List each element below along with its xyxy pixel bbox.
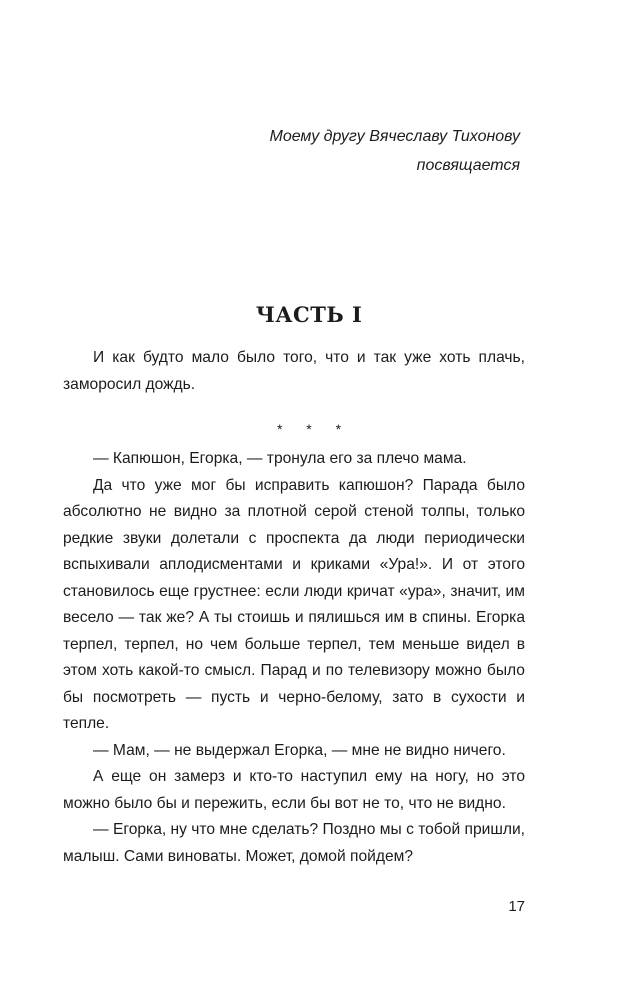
paragraph: — Мам, — не выдержал Егорка, — мне не видно ничего.	[93, 741, 506, 759]
paragraph: — Егорка, ну что мне сделать? Поздно мы с тобой пришли, малыш. Сами виноваты. Может, домой пойдем?	[63, 821, 525, 865]
opening-text	[63, 345, 525, 398]
dedication-line-1: Моему другу Вячеславу Тихонову	[269, 128, 520, 145]
page-number: 17	[508, 898, 525, 915]
paragraph: — Капюшон, Егорка, — тронула его за плечо мама.	[93, 450, 467, 467]
section-separator: * * *	[276, 421, 352, 437]
part-title: ЧАСТЬ I	[255, 302, 363, 327]
paragraph: Да что уже мог бы исправить капюшон? Парада было абсолютно не видно за плотной серой стеной толпы, только редкие звуки долетали с проспекта да люди периодически вспыхивали аплодисментами и криками «Ура!». И от этого становилось еще грустнее: если люди кричат «ура», значит, им весело — так же? А ты стоишь и пялишься им в спины. Егорка терпел, терпел, но чем больше терпел, тем меньше видел в этом хоть какой-то смысл. Парад и по телевизору можно было бы посмотреть — пусть и черно-белому, зато в сухости и тепле.	[63, 476, 525, 732]
body-text	[63, 446, 525, 870]
paragraph: А еще он замерз и кто-то наступил ему на ногу, но это можно было бы и пережить, если бы вот не то, что не видно.	[63, 768, 525, 812]
opening-paragraph: И как будто мало было того, что и так уже хоть плачь, заморосил дождь.	[63, 349, 525, 393]
dedication-line-2: посвящается	[416, 157, 520, 174]
dedication	[160, 122, 520, 180]
